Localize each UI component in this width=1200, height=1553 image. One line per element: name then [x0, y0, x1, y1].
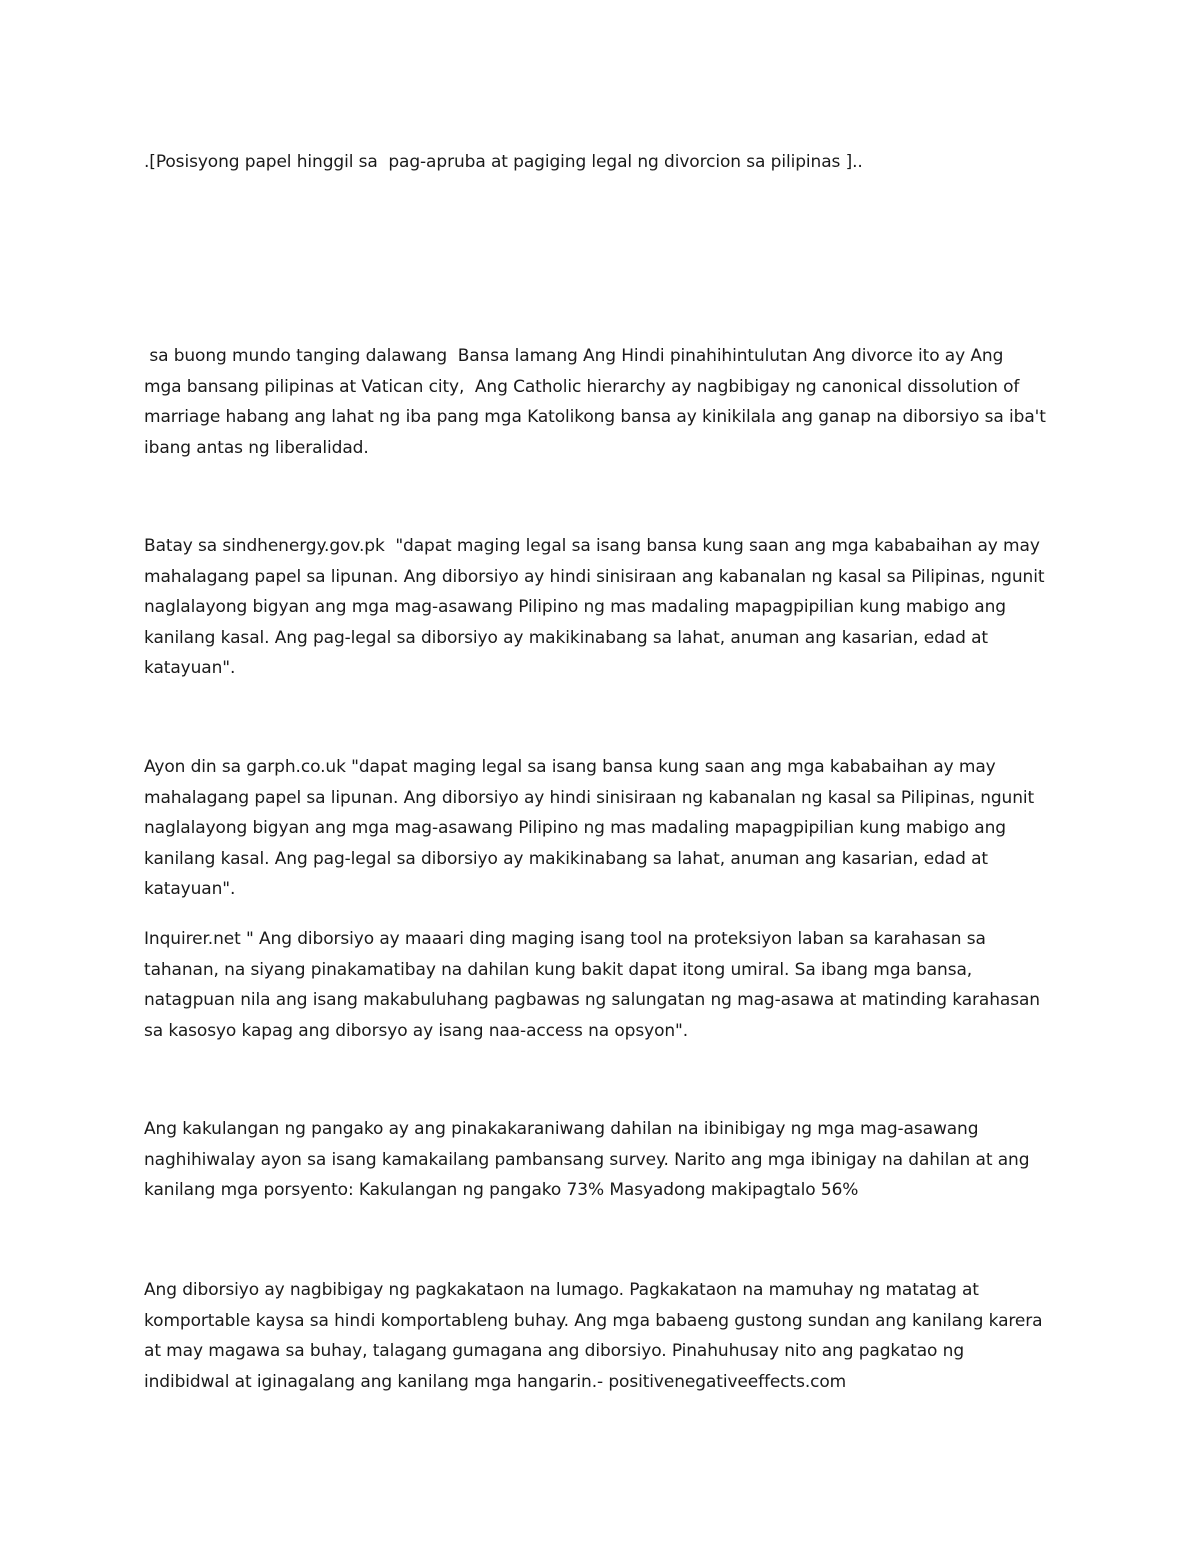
document-title: .[Posisyong papel hinggil sa pag-apruba at pagiging legal ng divorcion sa pilipinas ]..	[144, 152, 863, 172]
paragraph-garph-quote: Ayon din sa garph.co.uk "dapat maging legal sa isang bansa kung saan ang mga kababaihan ay may mahalagang papel sa lipunan. Ang diborsiyo ay hindi sinisiraan ng kabanalan ng kasal sa Pilipinas, ngunit naglalayong bigyan ang mga mag-asawang Pilipino ng mas madaling mapagpipilian kung mabigo ang kanilang kasal. Ang pag-legal sa diborsiyo ay makikinabang sa lahat, anuman ang kasarian, edad at katayuan".	[144, 757, 1035, 899]
paragraph-sindhenergy-quote: Batay sa sindhenergy.gov.pk "dapat maging legal sa isang bansa kung saan ang mga kababaihan ay may mahalagang papel sa lipunan. Ang diborsiyo ay hindi sinisiraan ang kabanalan ng kasal sa Pilipinas, ngunit naglalayong bigyan ang mga mag-asawang Pilipino ng mas madaling mapagpipilian kung mabigo ang kanilang kasal. Ang pag-legal sa diborsiyo ay makikinabang sa lahat, anuman ang kasarian, edad at katayuan".	[144, 536, 1045, 678]
paragraph-growth-opportunity: Ang diborsiyo ay nagbibigay ng pagkakataon na lumago. Pagkakataon na mamuhay ng matatag at komportable kaysa sa hindi komportableng buhay. Ang mga babaeng gustong sundan ang kanilang karera at may magawa sa buhay, talagang gumagana ang diborsiyo. Pinahuhusay nito ang pagkatao ng indibidwal at iginagalang ang kanilang mga hangarin.- positivenegativeeffects.com	[144, 1280, 1043, 1392]
paragraph-intro: sa buong mundo tanging dalawang Bansa lamang Ang Hindi pinahihintulutan Ang divorce ito ay Ang mga bansang pilipinas at Vatican city, Ang Catholic hierarchy ay nagbibigay ng canonical dissolution of marriage habang ang lahat ng iba pang mga Katolikong bansa ay kinikilala ang ganap na diborsiyo sa iba't ibang antas ng liberalidad.	[144, 346, 1046, 458]
paragraph-survey-reasons: Ang kakulangan ng pangako ay ang pinakakaraniwang dahilan na ibinibigay ng mga mag-asawang naghihiwalay ayon sa isang kamakailang pambansang survey. Narito ang mga ibinigay na dahilan at ang kanilang mga porsyento: Kakulangan ng pangako 73% Masyadong makipagtalo 56%	[144, 1119, 1030, 1200]
paragraph-inquirer-quote: Inquirer.net " Ang diborsiyo ay maaari ding maging isang tool na proteksiyon laban sa karahasan sa tahanan, na siyang pinakamatibay na dahilan kung bakit dapat itong umiral. Sa ibang mga bansa, natagpuan nila ang isang makabuluhang pagbawas ng salungatan ng mag-asawa at matinding karahasan sa kasosyo kapag ang diborsyo ay isang naa-access na opsyon".	[144, 929, 1040, 1041]
